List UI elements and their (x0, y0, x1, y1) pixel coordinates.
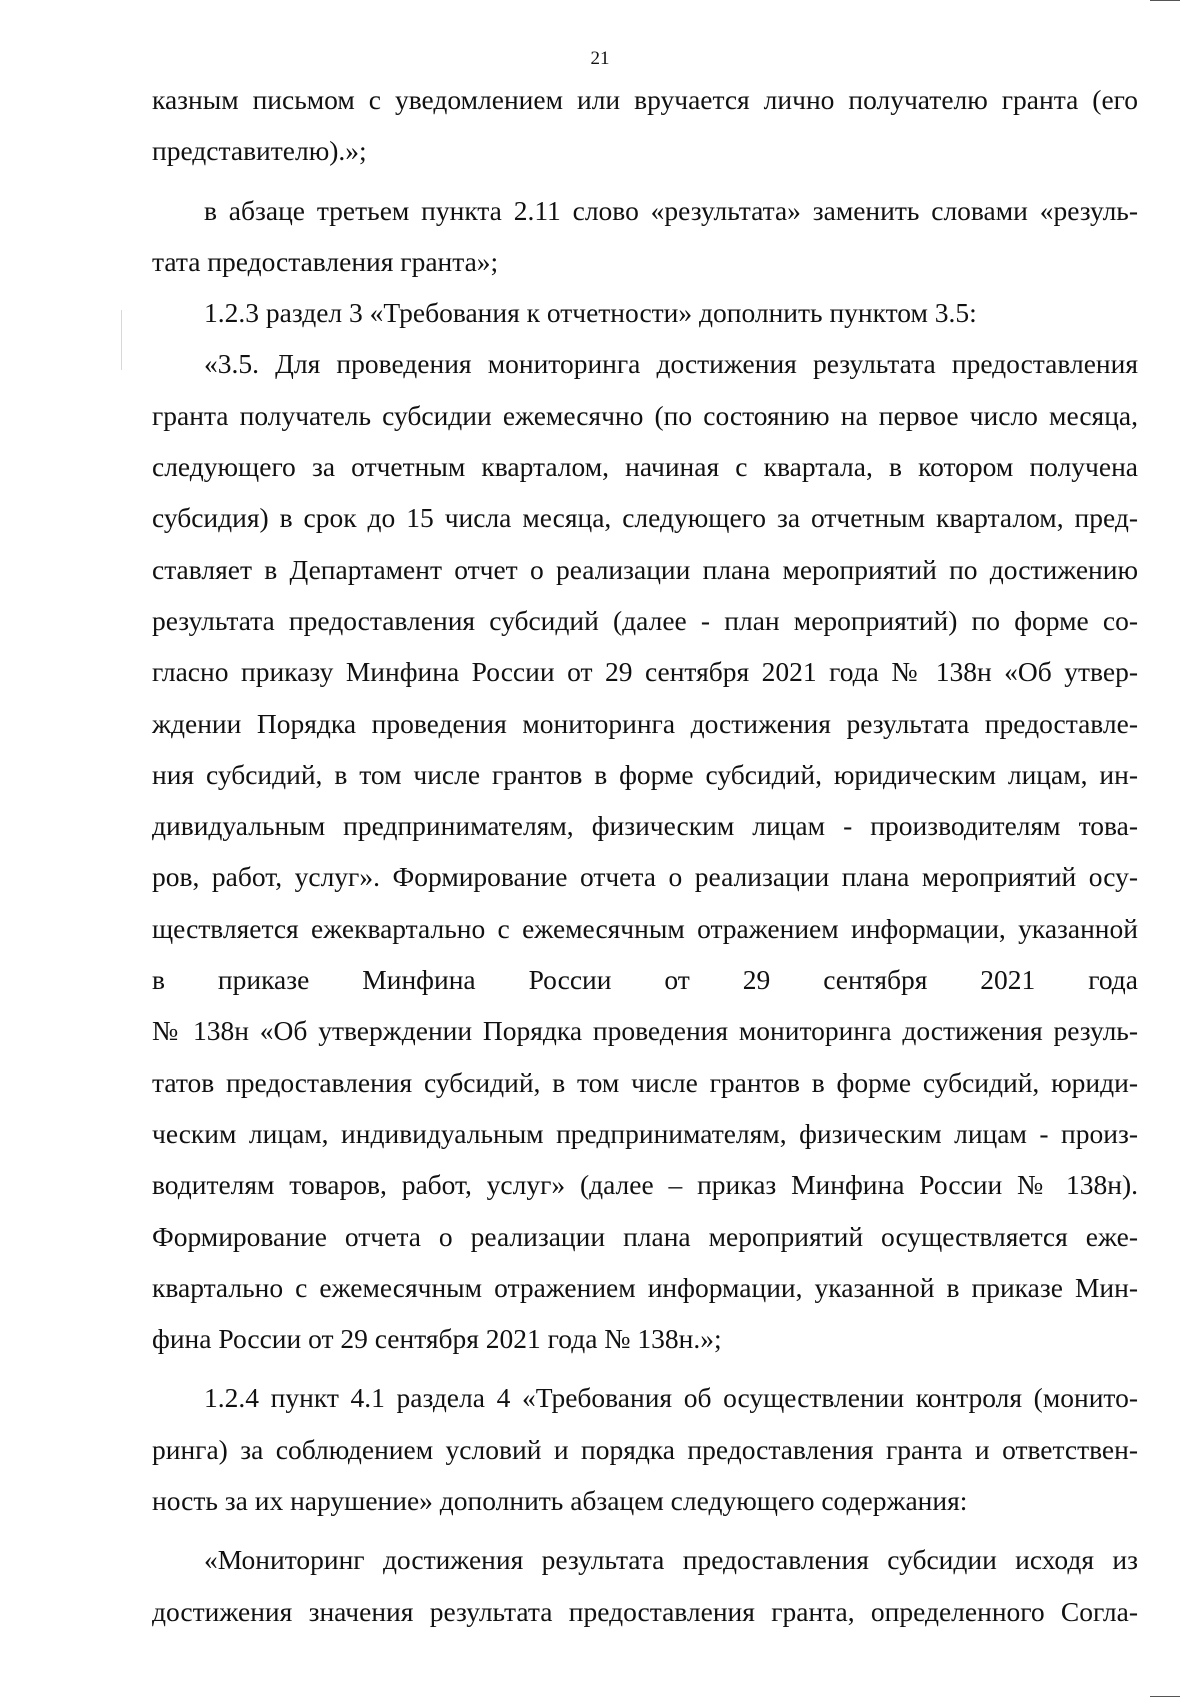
text-line: следующего за отчетным кварталом, начиная с квартала, в котором получена (152, 451, 1138, 483)
document-body (152, 74, 1138, 1637)
text-line: представителю).»; (152, 135, 367, 167)
text-line: гранта получатель субсидии ежемесячно (по состоянию на первое число месяца, (152, 399, 1138, 431)
text-line: ринга) за соблюдением условий и порядка предоставления гранта и ответствен- (152, 1433, 1138, 1465)
text-line: результата предоставления субсидий (далее - план мероприятий) по форме со- (152, 604, 1138, 636)
text-line: ческим лицам, индивидуальным предпринимателям, физическим лицам - произ- (152, 1117, 1138, 1149)
text-line: ров, работ, услуг». Формирование отчета о реализации плана мероприятий осу- (152, 861, 1138, 893)
text-line: ждении Порядка проведения мониторинга достижения результата предоставле- (152, 707, 1138, 739)
text-line: субсидия) в срок до 15 числа месяца, следующего за отчетным кварталом, пред- (152, 502, 1138, 534)
text-line: водителям товаров, работ, услуг» (далее – приказ Минфина России № 138н). (152, 1169, 1138, 1201)
scan-corner-mark-bottom (1150, 1690, 1180, 1697)
text-line: квартально с ежемесячным отражением информации, указанной в приказе Мин- (152, 1271, 1138, 1303)
text-line: 1.2.3 раздел 3 «Требования к отчетности» дополнить пунктом 3.5: (204, 297, 977, 329)
text-line: гласно приказу Минфина России от 29 сентября 2021 года № 138н «Об утвер- (152, 656, 1138, 688)
text-line: татов предоставления субсидий, в том числе грантов в форме субсидий, юриди- (152, 1066, 1138, 1098)
text-line: ность за их нарушение» дополнить абзацем следующего содержания: (152, 1485, 968, 1517)
text-line: ния субсидий, в том числе грантов в форме субсидий, юридическим лицам, ин- (152, 758, 1138, 790)
text-line: тата предоставления гранта»; (152, 245, 499, 277)
page-number: 21 (590, 48, 610, 69)
text-line: Формирование отчета о реализации плана мероприятий осуществляется еже- (152, 1220, 1138, 1252)
text-line: достижения значения результата предоставления гранта, определенного Согла- (152, 1595, 1138, 1627)
text-line: в абзаце третьем пункта 2.11 слово «результата» заменить словами «резуль- (204, 194, 1138, 226)
text-line: дивидуальным предпринимателям, физическим лицам - производителям това- (152, 810, 1138, 842)
text-line: в приказе Минфина России от 29 сентября 2021 года (152, 964, 1138, 996)
text-line: казным письмом с уведомлением или вручается лично получателю гранта (его (152, 84, 1138, 115)
scan-corner-mark-top (1150, 0, 1180, 7)
text-line: ставляет в Департамент отчет о реализации плана мероприятий по достижению (152, 553, 1138, 585)
text-line: «Мониторинг достижения результата предоставления субсидии исходя из (204, 1544, 1138, 1576)
text-line: 1.2.4 пункт 4.1 раздела 4 «Требования об осуществлении контроля (монито- (204, 1382, 1138, 1414)
text-line: «3.5. Для проведения мониторинга достижения результата предоставления (204, 348, 1138, 380)
scan-margin-mark (121, 310, 122, 370)
text-line: фина России от 29 сентября 2021 года № 138н.»; (152, 1323, 722, 1355)
text-line: № 138н «Об утверждении Порядка проведения мониторинга достижения резуль- (152, 1015, 1138, 1047)
text-line: ществляется ежеквартально с ежемесячным отражением информации, указанной (152, 912, 1138, 944)
